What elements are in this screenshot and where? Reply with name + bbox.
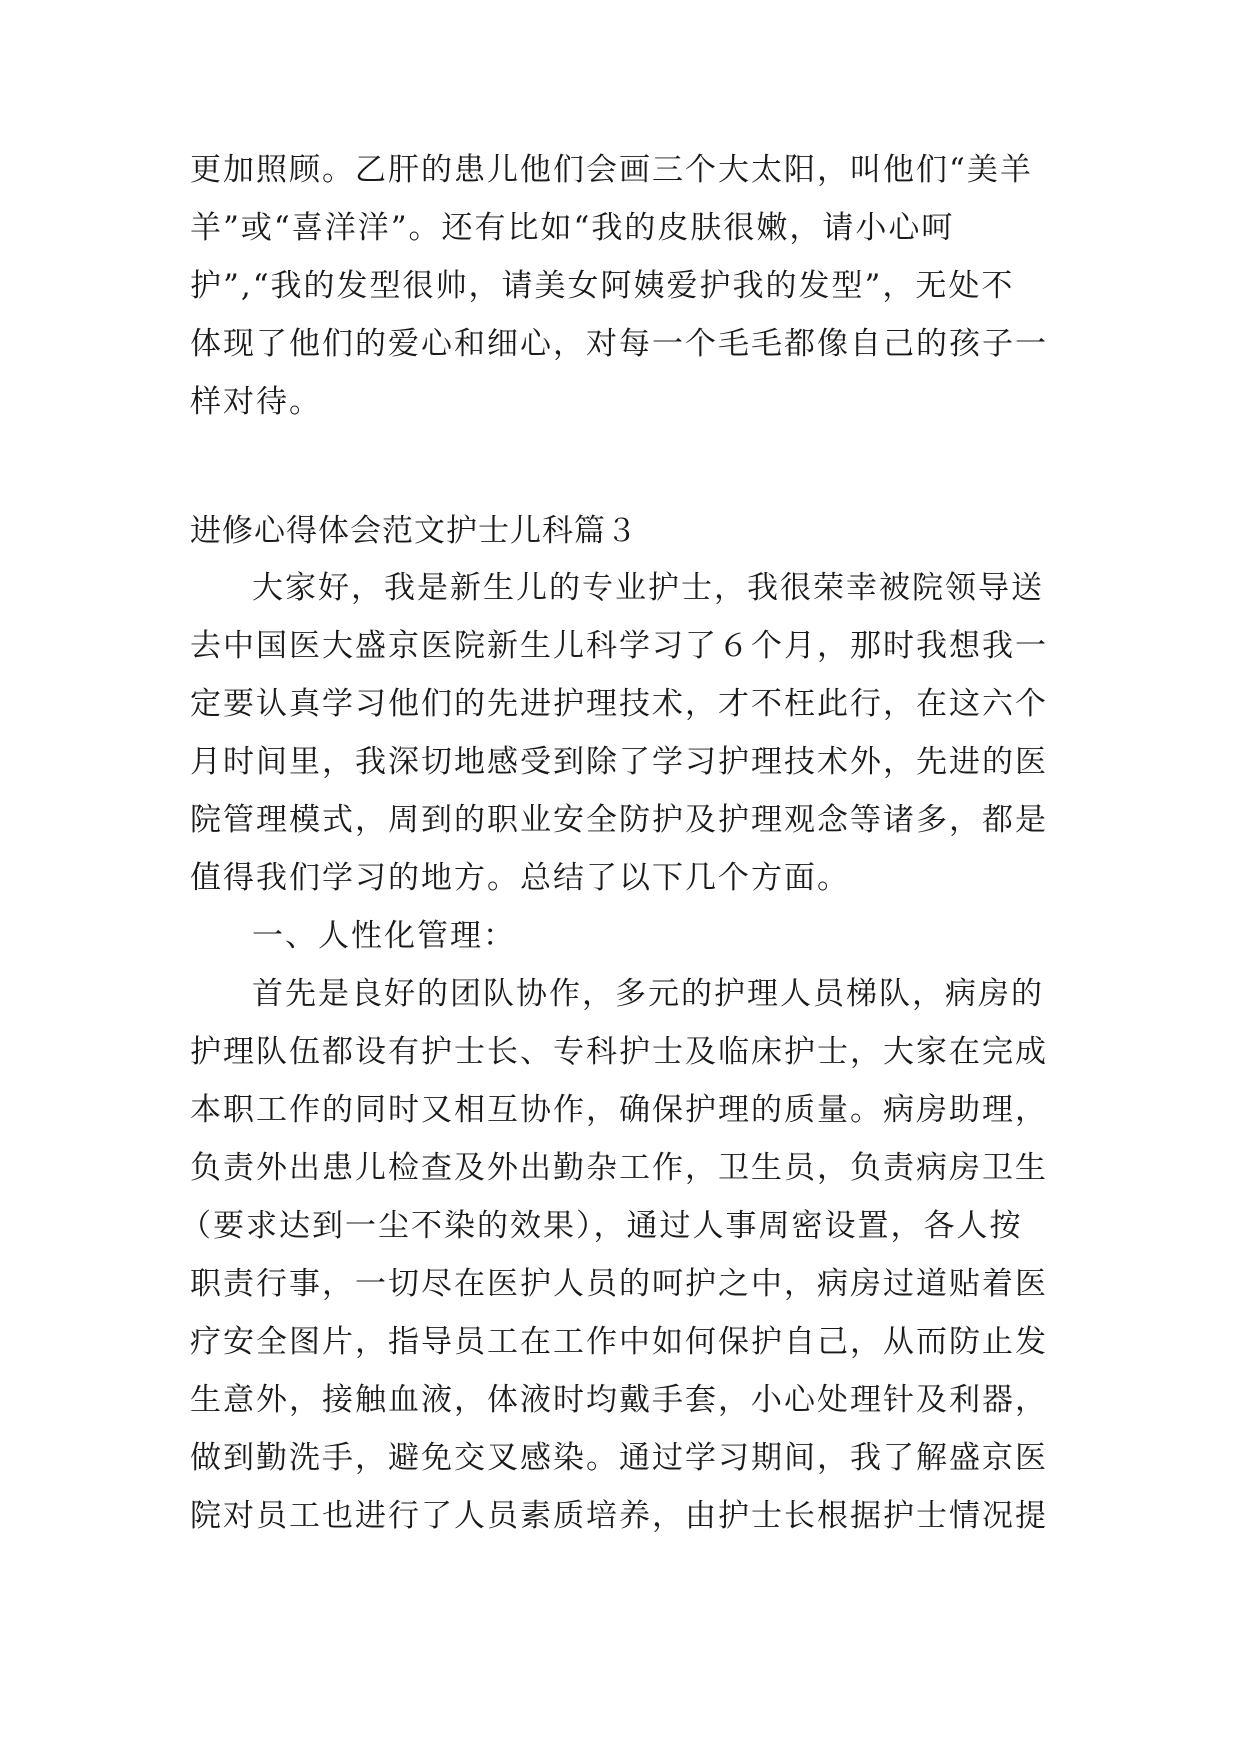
paragraph-line: 去中国医大盛京医院新生儿科学习了６个月，那时我想我一	[190, 628, 1048, 664]
section-title: 进修心得体会范文护士儿科篇３	[190, 513, 638, 549]
paragraph-line: 疗安全图片，指导员工在工作中如何保护自己，从而防止发	[190, 1324, 1048, 1360]
paragraph-line: 护理队伍都设有护士长、专科护士及临床护士，大家在完成	[190, 1034, 1048, 1070]
paragraph-line: 生意外，接触血液，体液时均戴手套，小心处理针及利器，	[190, 1382, 1048, 1418]
paragraph-line: 本职工作的同时又相互协作，确保护理的质量。病房助理，	[190, 1092, 1048, 1128]
paragraph-line: 更加照顾。乙肝的患儿他们会画三个大太阳，叫他们“美羊	[190, 152, 1033, 188]
paragraph-line: 负责外出患儿检查及外出勤杂工作，卫生员，负责病房卫生	[190, 1150, 1048, 1186]
paragraph-line: 首先是良好的团队协作，多元的护理人员梯队，病房的	[252, 976, 1044, 1012]
subheading: 一、人性化管理：	[252, 918, 516, 954]
paragraph-line: 护”,“我的发型很帅，请美女阿姨爱护我的发型”，无处不	[190, 268, 1015, 304]
paragraph-line: 羊”或“喜洋洋”。还有比如“我的皮肤很嫩，请小心呵	[190, 210, 955, 246]
paragraph-line: 定要认真学习他们的先进护理技术，才不枉此行，在这六个	[190, 686, 1048, 722]
paragraph-line: 大家好，我是新生儿的专业护士，我很荣幸被院领导送	[252, 570, 1044, 606]
paragraph-line: （要求达到一尘不染的效果），通过人事周密设置，各人按	[180, 1208, 1023, 1244]
paragraph-line: 样对待。	[190, 384, 322, 420]
paragraph-line: 院对员工也进行了人员素质培养，由护士长根据护士情况提	[190, 1498, 1048, 1534]
paragraph-line: 月时间里，我深切地感受到除了学习护理技术外，先进的医	[190, 744, 1048, 780]
paragraph-line: 值得我们学习的地方。总结了以下几个方面。	[190, 860, 850, 896]
paragraph-line: 做到勤洗手，避免交叉感染。通过学习期间，我了解盛京医	[190, 1440, 1048, 1476]
paragraph-line: 体现了他们的爱心和细心，对每一个毛毛都像自己的孩子一	[190, 326, 1048, 362]
paragraph-line: 院管理模式，周到的职业安全防护及护理观念等诸多，都是	[190, 802, 1048, 838]
paragraph-line: 职责行事，一切尽在医护人员的呵护之中，病房过道贴着医	[190, 1266, 1048, 1302]
